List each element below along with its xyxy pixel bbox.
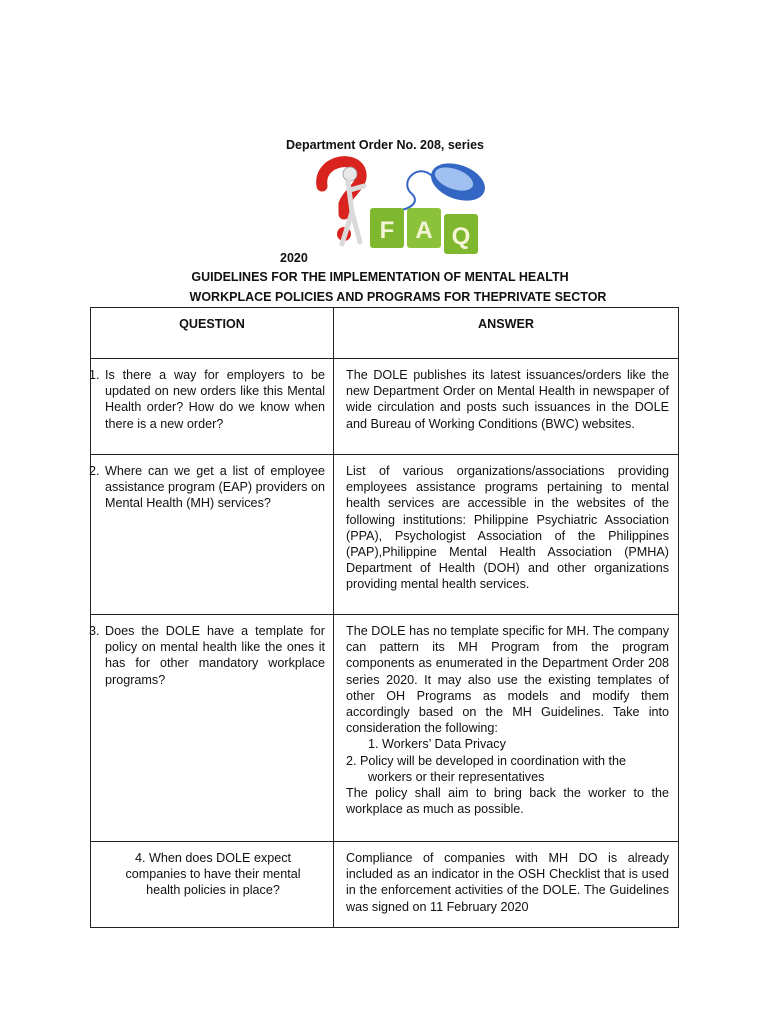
answer-cell: Compliance of companies with MH DO is already included as an indicator in the OSH Checklist that is used in the enforcement activities of the DOLE. The Guidelines was signed on 11 February 2020 (334, 842, 679, 928)
question-cell (91, 455, 334, 615)
question-number: 3. (89, 624, 100, 638)
question-text: Does the DOLE have a template for policy on mental health like the ones it has for other mandatory workplace programs? (105, 624, 325, 687)
question-cell: 4. When does DOLE expect companies to have their mental health policies in place? (91, 842, 334, 928)
faq-letter-a: A (415, 217, 433, 244)
table-row (91, 842, 679, 928)
faq-table (90, 307, 679, 928)
faq-letter-f: F (379, 217, 395, 244)
document-title: Department Order No. 208, series (286, 138, 484, 152)
question-number: 1. (89, 368, 100, 382)
column-header-answer: ANSWER (334, 308, 679, 359)
column-header-question: QUESTION (91, 308, 334, 359)
answer-intro: The DOLE has no template specific for MH. The company can pattern its MH Program from the program components as enumerated in the Department Order 208 series 2020. It may also use the existing templates of other OH Programs as models and modify them accordingly based on the MH Guidelines. Take into consideration the following: (346, 624, 669, 736)
answer-cell: List of various organizations/associations providing employees assistance programs pertaining to mental health services are accessible in the websites of the following institutions: Philippine Psychiatric Association (PPA), Psychologist Association of the Philippines (PAP),Philippine Mental Health Association (PMHA) Department of Health (DOH) and other organizations providing mental health services. (334, 455, 679, 615)
table-header-row (91, 308, 679, 359)
answer-list-item-continued: workers or their representatives (368, 769, 545, 784)
question-text: Where can we get a list of employee assistance program (EAP) providers on Mental Health (MH) services? (105, 464, 325, 511)
question-text: Is there a way for employers to be updated on new orders like this Mental Health order? How do we know when there is a new order? (105, 368, 325, 431)
answer-cell (334, 615, 679, 842)
answer-list-item: 1. Workers’ Data Privacy (368, 737, 506, 752)
answer-outro: The policy shall aim to bring back the worker to the workplace as much as possible. (346, 786, 669, 817)
question-number: 2. (89, 464, 100, 478)
table-row (91, 615, 679, 842)
subtitle-line-2: WORKPLACE POLICIES AND PROGRAMS FOR THEPRIVATE SECTOR (189, 290, 607, 304)
answer-cell: The DOLE publishes its latest issuances/orders like the new Department Order on Mental Health in newspaper of wide circulation and posts such issuances in the DOLE and Bureau of Working Conditions (BWC) websites. (334, 359, 679, 455)
answer-list-item: 2. Policy will be developed in coordination with the (346, 753, 627, 768)
subtitle-line-1: GUIDELINES FOR THE IMPLEMENTATION OF MENTAL HEALTH (191, 270, 569, 284)
faq-question-mark-icon (308, 152, 493, 264)
table-row (91, 359, 679, 455)
question-cell (91, 615, 334, 842)
table-row (91, 455, 679, 615)
faq-letter-q: Q (451, 223, 471, 250)
question-cell (91, 359, 334, 455)
document-year: 2020 (280, 251, 308, 265)
